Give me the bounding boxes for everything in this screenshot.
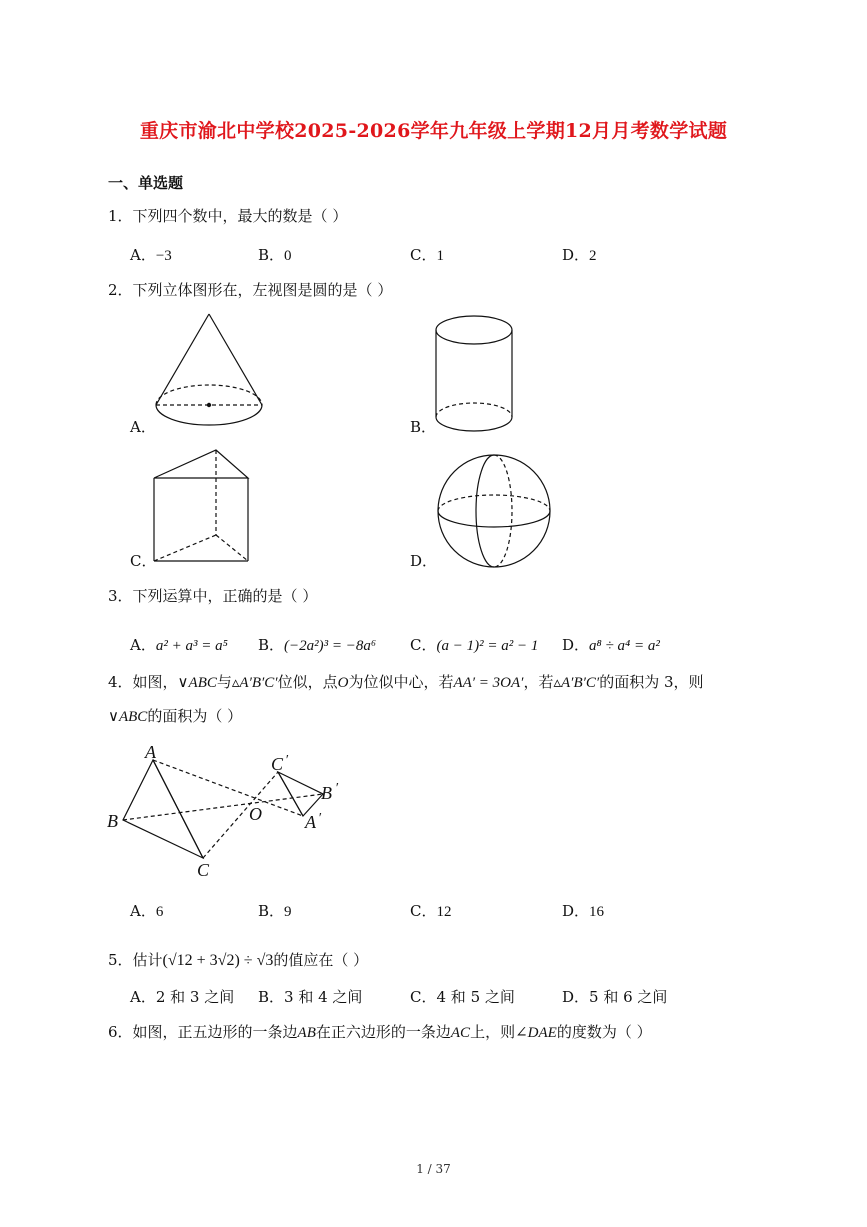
question-4-stem-line2	[108, 706, 242, 727]
q6-text-d: 的度数为（ ）	[556, 1023, 652, 1041]
q5-option-c-value: 4 和 5 之间	[436, 988, 515, 1006]
q5-text-ask: 的值应在（ ）	[273, 951, 369, 969]
prism-hidden-left	[154, 535, 216, 561]
label-a-prime: A	[305, 812, 316, 832]
q4-text-similar: 位似，点	[277, 673, 338, 691]
q4-option-b-letter: B．	[258, 902, 285, 920]
q5-option-b[interactable]	[258, 986, 362, 1007]
cone-base-back	[156, 385, 262, 405]
q5-option-d-letter: D．	[562, 988, 590, 1006]
question-6-stem	[108, 1022, 652, 1043]
q3-option-d-formula: a⁸ ÷ a⁴ = a²	[589, 638, 660, 654]
q4-condition: AA′ = 3OA′	[453, 675, 524, 691]
q2-option-d[interactable]: D．	[410, 552, 438, 570]
q1-option-d-letter: D．	[562, 246, 590, 264]
q4-option-a[interactable]	[130, 900, 163, 921]
section-heading-single-choice: 一、单选题	[108, 174, 184, 192]
q5-option-d-value: 5 和 6 之间	[589, 988, 668, 1006]
sphere-figure	[436, 453, 556, 573]
q5-option-a-value: 2 和 3 之间	[155, 988, 235, 1006]
cone-figure	[150, 312, 270, 437]
q5-option-b-letter: B．	[258, 988, 285, 1006]
cylinder-base-front	[436, 417, 512, 431]
q3-option-b[interactable]	[258, 634, 376, 655]
q5-option-b-value: 3 和 4 之间	[284, 988, 363, 1006]
q1-option-c-value: 1	[436, 248, 444, 264]
q4-option-d[interactable]	[562, 900, 604, 921]
label-c-prime-mark: ′	[285, 753, 289, 768]
cylinder-figure	[432, 314, 522, 439]
q3-option-a-letter: A．	[130, 636, 156, 654]
q2-option-c[interactable]: C．	[130, 552, 157, 570]
q4-option-c[interactable]	[410, 900, 451, 921]
q3-option-d[interactable]	[562, 634, 660, 655]
q5-option-d[interactable]	[562, 986, 667, 1007]
line-cc-prime	[203, 772, 278, 858]
q4-text-area: 的面积为 3，则	[599, 673, 704, 691]
cone-edge-right	[209, 314, 262, 405]
q2-option-b[interactable]: B．	[410, 418, 437, 436]
q6-angle-dae: ∠DAE	[515, 1025, 557, 1041]
q4-option-b[interactable]	[258, 900, 292, 921]
q4-text-ask: 的面积为（ ）	[147, 707, 243, 725]
label-c: C	[197, 860, 210, 880]
q3-option-a[interactable]	[130, 634, 228, 655]
q4-triangle-abc-2: ∨ABC	[108, 709, 148, 725]
line-bb-prime	[123, 794, 323, 820]
label-b-prime-mark: ′	[335, 781, 339, 796]
edge-ac	[153, 760, 203, 858]
q4-triangle-prime: ▵A′B′C′	[231, 675, 278, 691]
q5-text-estimate: 5．估计	[108, 951, 163, 969]
q1-option-d-value: 2	[589, 248, 597, 264]
cylinder-base-back	[436, 403, 512, 417]
q6-segment-ab: AB	[297, 1025, 316, 1041]
q6-text-c: 上，则	[470, 1023, 516, 1041]
exam-title: 重庆市渝北中学校2025-2026学年九年级上学期12月月考数学试题	[139, 120, 728, 142]
triangle-abc	[123, 760, 203, 858]
q3-option-c-formula: (a − 1)² = a² − 1	[436, 638, 539, 654]
sphere-outline	[438, 455, 550, 567]
cone-edge-left	[156, 314, 209, 405]
q6-text-b: 在正六边形的一条边	[315, 1023, 451, 1041]
q6-segment-ac: AC	[450, 1025, 471, 1041]
sphere-meridian-front	[476, 455, 494, 567]
q4-triangle-abc: ∨ABC	[177, 675, 217, 691]
label-b: B	[107, 811, 118, 831]
question-1-stem: 1．下列四个数中，最大的数是（ ）	[108, 207, 348, 225]
sphere-equator-back	[438, 495, 550, 511]
prism-hidden-right	[216, 535, 248, 561]
q1-option-a-value: −3	[155, 248, 172, 264]
q6-text-a: 6．如图，正五边形的一条边	[108, 1023, 298, 1041]
question-2-stem: 2．下列立体图形在，左视图是圆的是（ ）	[108, 281, 393, 299]
sphere-meridian-back	[494, 455, 512, 567]
cone-center-point	[207, 403, 210, 406]
q4-text-if: ，若	[523, 673, 554, 691]
q3-option-d-letter: D．	[562, 636, 590, 654]
q4-option-d-value: 16	[589, 904, 605, 920]
q4-triangle-prime-2: ▵A′B′C′	[553, 675, 600, 691]
label-a: A	[145, 742, 156, 762]
sphere-equator-front	[438, 511, 550, 527]
q1-option-b-letter: B．	[258, 246, 285, 264]
prism-figure	[150, 448, 260, 568]
page-number: 1 / 37	[416, 1162, 451, 1176]
q4-text-center: 为位似中心，若	[348, 673, 454, 691]
q4-point-o: O	[337, 675, 349, 691]
q5-option-a[interactable]	[130, 986, 234, 1007]
label-a-prime-mark: ′	[318, 811, 322, 826]
q5-option-c-letter: C．	[410, 988, 437, 1006]
q4-option-d-letter: D．	[562, 902, 590, 920]
q1-option-b-value: 0	[284, 248, 292, 264]
q1-option-c[interactable]	[410, 244, 444, 265]
q2-option-a[interactable]: A．	[130, 418, 156, 436]
q3-option-c-letter: C．	[410, 636, 437, 654]
q4-text-intro: 4．如图，	[108, 673, 178, 691]
q3-option-c[interactable]	[410, 634, 538, 655]
q5-option-a-letter: A．	[130, 988, 156, 1006]
homothety-figure	[105, 742, 365, 882]
q5-option-c[interactable]	[410, 986, 515, 1007]
q4-option-c-value: 12	[436, 904, 452, 920]
cylinder-top	[436, 316, 512, 344]
q1-option-a-letter: A．	[130, 246, 156, 264]
q4-option-b-value: 9	[284, 904, 292, 920]
q4-option-c-letter: C．	[410, 902, 437, 920]
q5-expression: (√12 + 3√2) ÷ √3	[162, 952, 274, 969]
cone-base-front	[156, 405, 262, 425]
question-4-stem-line1	[108, 672, 704, 693]
q4-text-and: 与	[216, 673, 232, 691]
label-c-prime: C	[271, 754, 284, 774]
prism-top-face	[154, 450, 248, 478]
label-b-prime: B	[321, 783, 332, 803]
q4-option-a-value: 6	[155, 904, 164, 920]
q1-option-c-letter: C．	[410, 246, 437, 264]
q1-option-a[interactable]	[130, 244, 172, 265]
q3-option-a-formula: a² + a³ = a⁵	[155, 638, 228, 654]
label-o: O	[249, 804, 262, 824]
question-3-stem: 3．下列运算中，正确的是（ ）	[108, 587, 318, 605]
question-5-stem	[108, 950, 368, 971]
q1-option-b[interactable]	[258, 244, 292, 265]
q4-option-a-letter: A．	[130, 902, 156, 920]
q3-option-b-formula: (−2a²)³ = −8a⁶	[284, 638, 377, 654]
q3-option-b-letter: B．	[258, 636, 285, 654]
q1-option-d[interactable]	[562, 244, 597, 265]
